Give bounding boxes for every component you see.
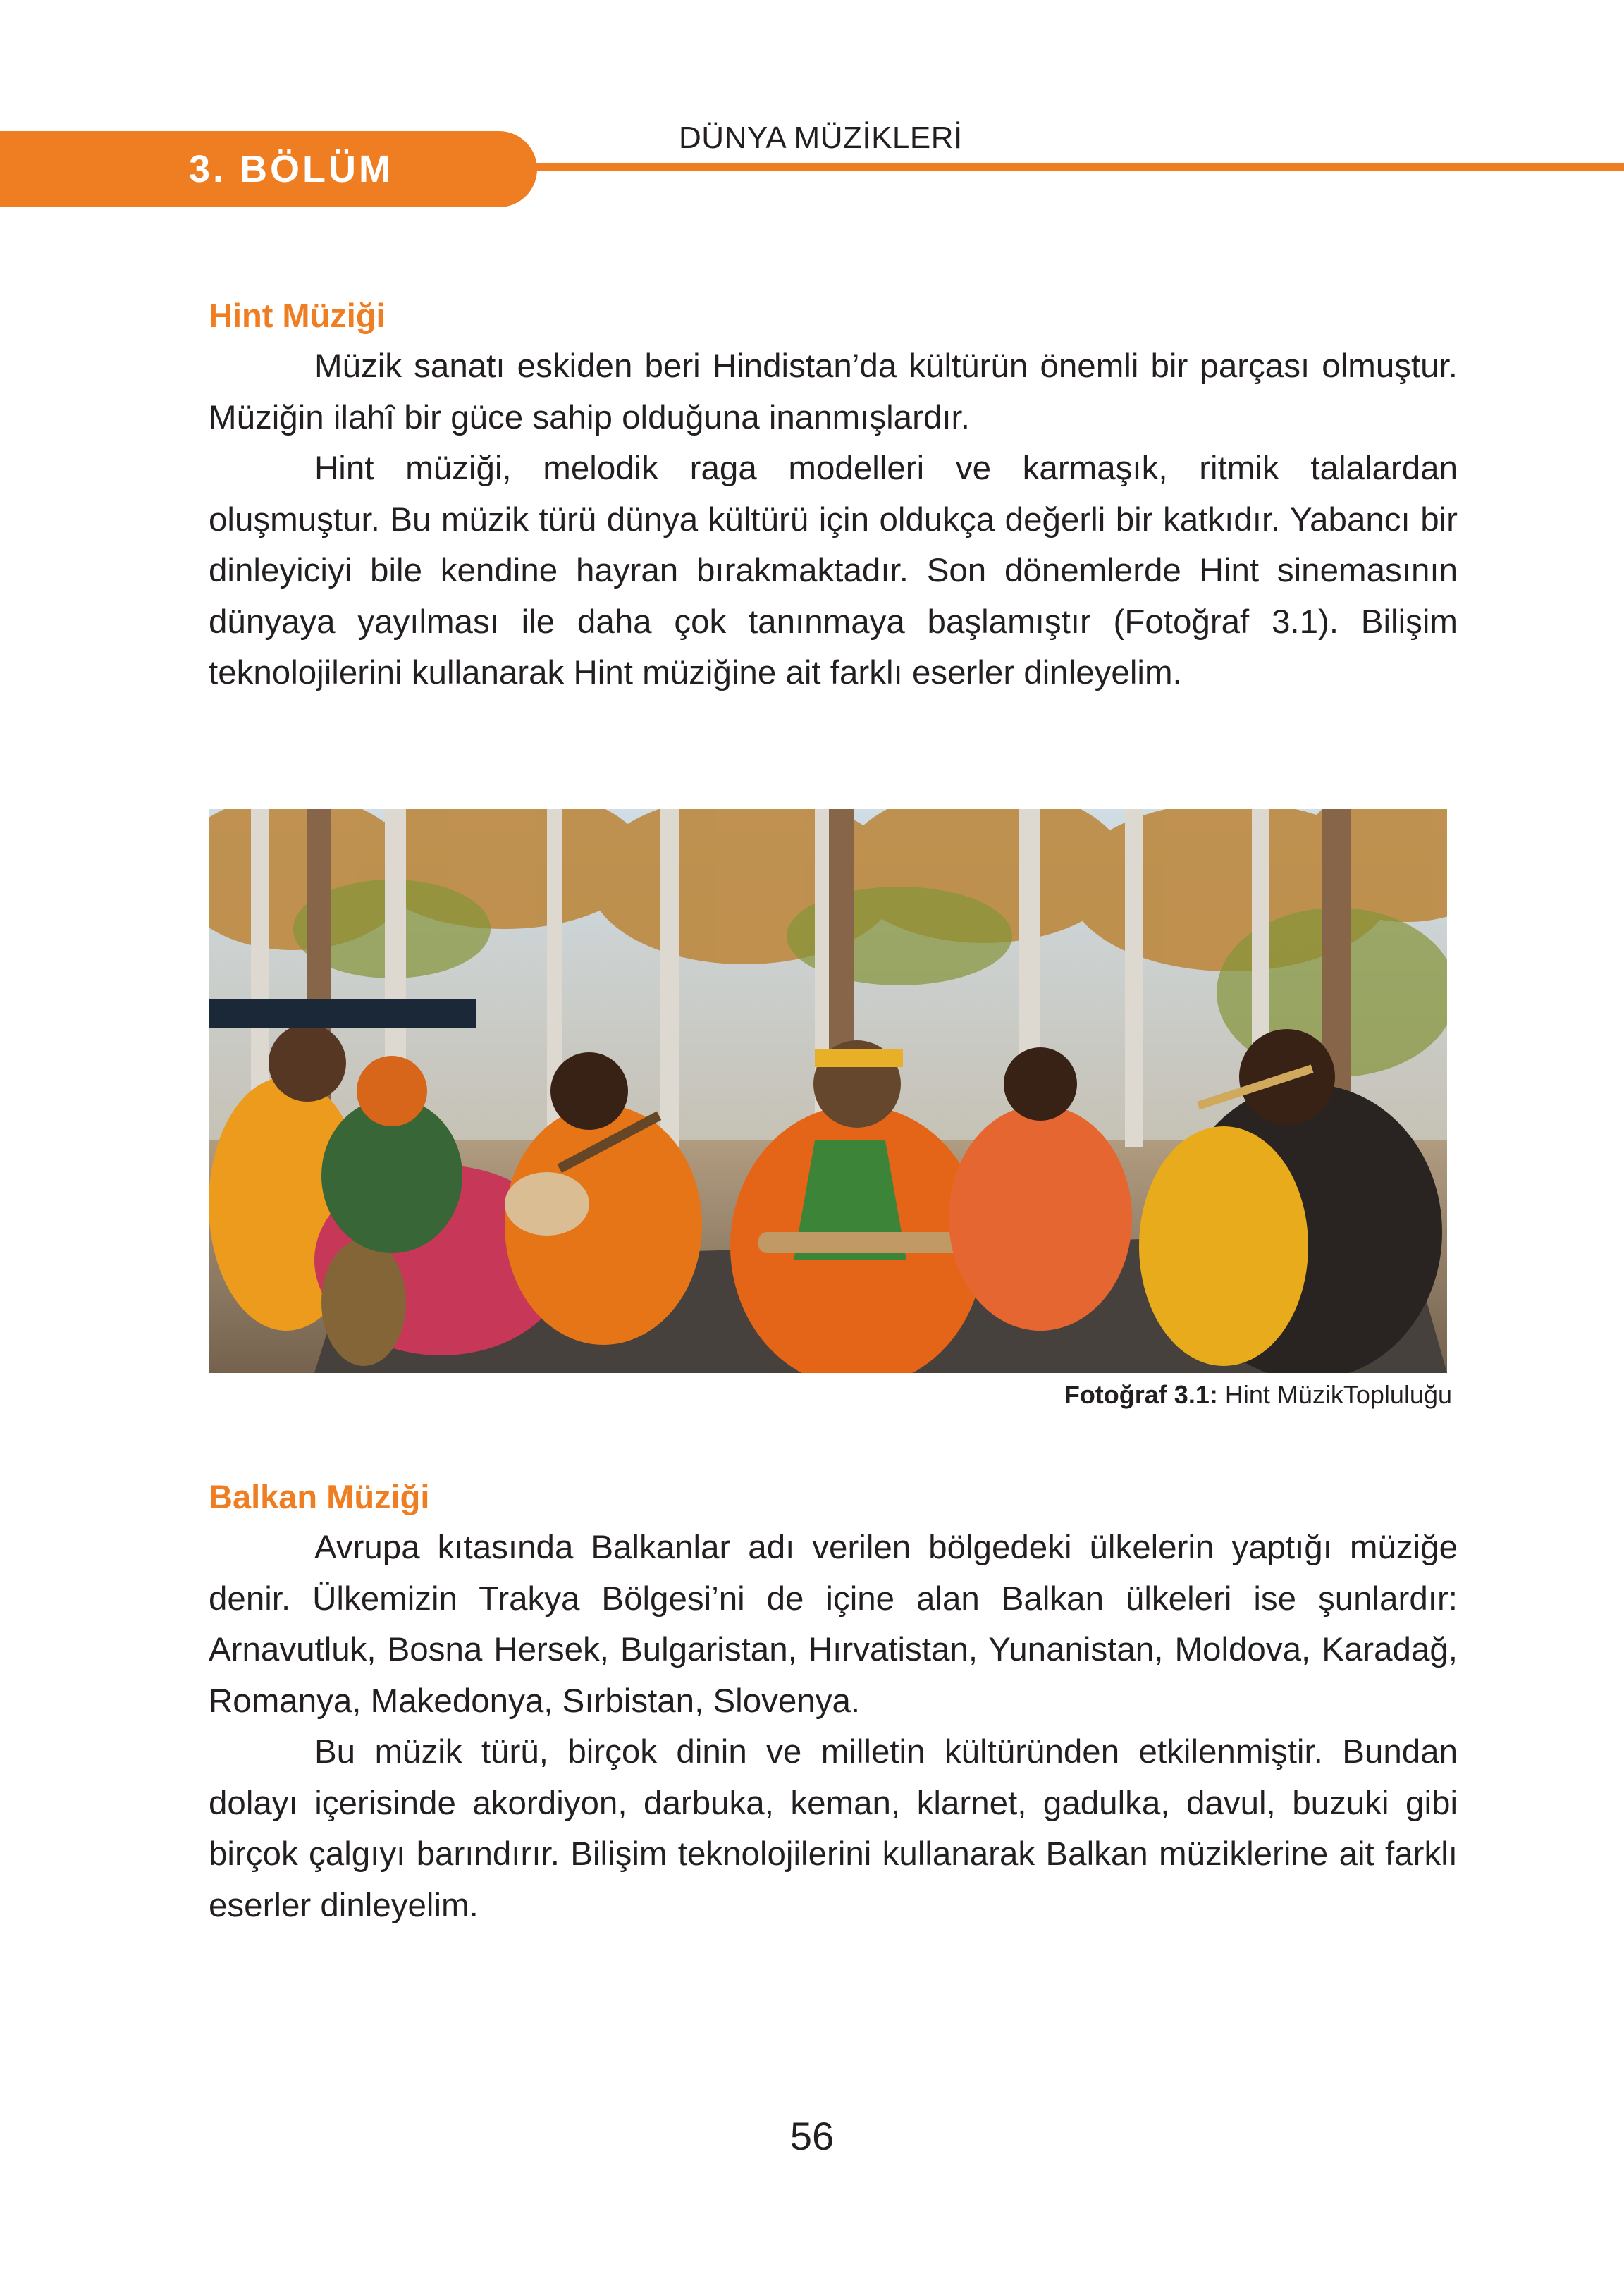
paragraph: Müzik sanatı eskiden beri Hindistan’da kültürün önemli bir parçası olmuştur. Müziğin ilahî bir güce sahip olduğuna inanmışlardır. — [209, 347, 1458, 436]
photo-caption — [1064, 1378, 1452, 1412]
header-rule — [522, 163, 1624, 171]
section-title-balkan-muzigi: Balkan Müziği — [209, 1478, 430, 1515]
running-title: DÜNYA MÜZİKLERİ — [679, 121, 963, 155]
caption-label: Fotoğraf 3.1: — [1064, 1380, 1218, 1409]
chapter-label: 3. BÖLÜM — [189, 148, 394, 190]
caption-text: Hint MüzikTopluluğu — [1217, 1380, 1452, 1409]
paragraph: Bu müzik türü, birçok dinin ve milletin kültüründen etkilenmiştir. Bundan dolayı içerisinde akordiyon, darbuka, keman, klarnet, gadulka, davul, buzuki gibi birçok çalgıyı barındırır. Bilişim teknolojilerini kullanarak Balkan müziklerine ait farklı eserler dinleyelim. — [209, 1733, 1458, 1924]
paragraph: Hint müziği, melodik raga modelleri ve karmaşık, ritmik talalardan oluşmuştur. Bu müzik türü dünya kültürü için oldukça değerli bir katkıdır. Yabancı bir dinleyiciyi bile kendine hayran bırakmaktadır. Son dönemlerde Hint sinemasının dünyaya yayılması ile daha çok tanınmaya başlamıştır (Fotoğraf 3.1). Bilişim teknolojilerini kullanarak Hint müziğine ait farklı eserler dinleyelim. — [209, 450, 1458, 691]
photo-hint-music-group — [209, 809, 1447, 1373]
paragraph: Avrupa kıtasında Balkanlar adı verilen bölgedeki ülkelerin yaptığı müziğe denir. Ülkemizin Trakya Bölgesi’ni de içine alan Balkan ülkeleri ise şunlardır: Arnavutluk, Bosna Hersek, Bulgaristan, Hırvatistan, Yunanistan, Moldova, Karadağ, Romanya, Makedonya, Sırbistan, Slovenya. — [209, 1529, 1458, 1720]
section-title-hint-muzigi: Hint Müziği — [209, 297, 386, 334]
page-number: 56 — [789, 2114, 835, 2158]
